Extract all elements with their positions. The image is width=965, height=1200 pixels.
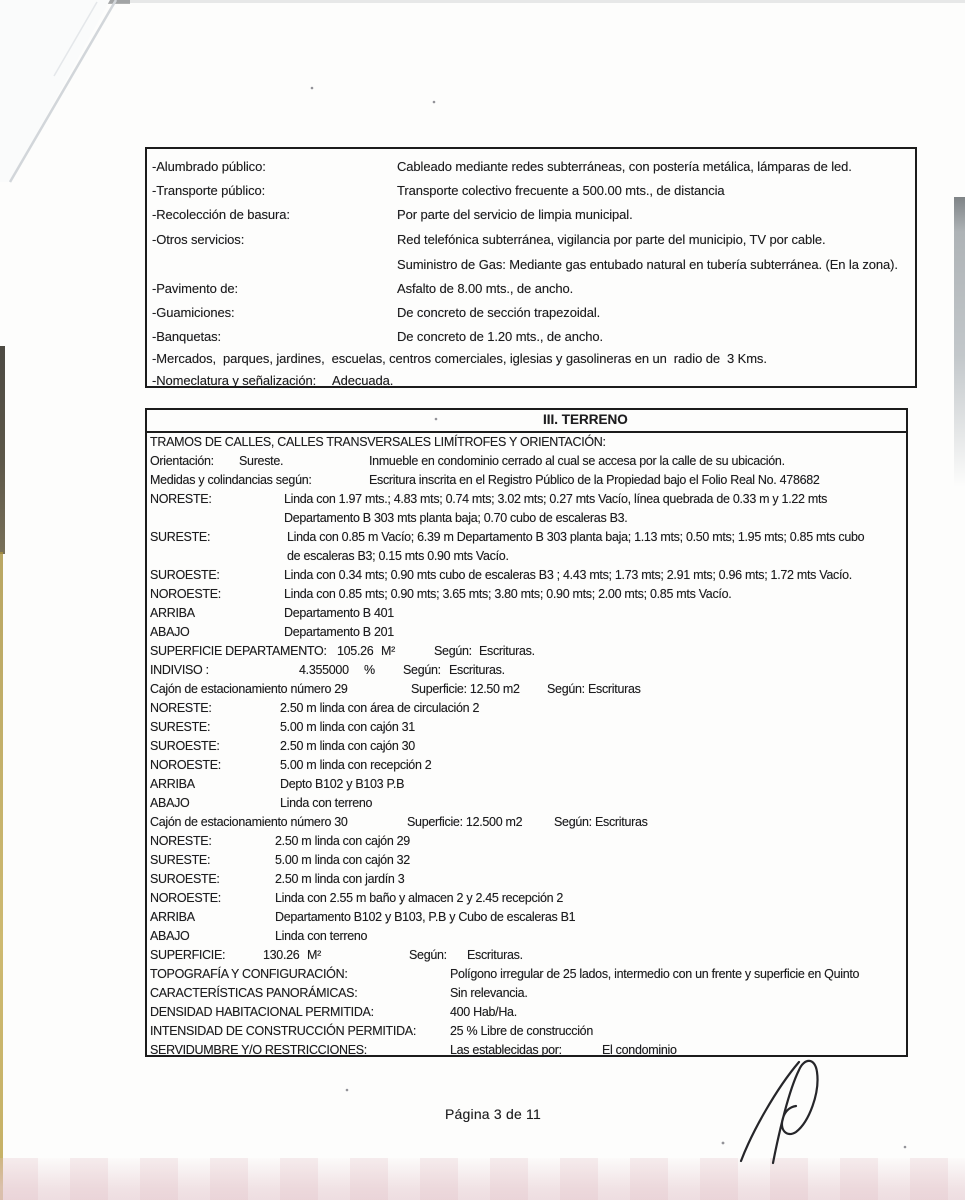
terrain-table bbox=[145, 408, 908, 1057]
scan-bottom-pink-band bbox=[0, 1158, 965, 1200]
cell-text: Linda con 1.97 mts.; 4.83 mts; 0.74 mts; 3.02 mts; 0.27 mts Vacío, línea quebrada de 0.33 m y 1.22 mts bbox=[284, 492, 828, 506]
cell-text: NOROESTE: bbox=[150, 587, 221, 601]
cell-text: Sin relevancia. bbox=[450, 986, 528, 1000]
table-row bbox=[147, 1003, 906, 1022]
cell-text: % bbox=[364, 663, 375, 677]
cell-text: CARACTERÍSTICAS PANORÁMICAS: bbox=[150, 986, 358, 1000]
cell-text: Cableado mediante redes subterráneas, con postería metálica, lámparas de led. bbox=[397, 159, 852, 174]
cell-text: Asfalto de 8.00 mts., de ancho. bbox=[397, 281, 574, 296]
cell-text: Linda con 0.85 m Vacío; 6.39 m Departamento B 303 planta baja; 1.13 mts; 0.50 mts; 1.95 mts; 0.85 mts cubo bbox=[287, 530, 865, 544]
table-row bbox=[147, 623, 906, 642]
cell-text: Linda con 0.85 mts; 0.90 mts; 3.65 mts; 3.80 mts; 0.90 mts; 2.00 mts; 0.85 mts Vacío. bbox=[284, 587, 732, 601]
table-row bbox=[147, 1041, 906, 1060]
cell-text: 2.50 m linda con cajón 29 bbox=[275, 834, 410, 848]
terrain-table-header bbox=[147, 410, 906, 433]
cell-text: Medidas y colindancias según: bbox=[150, 473, 312, 487]
scan-top-edge-smudge bbox=[0, 0, 965, 3]
terrain-rows bbox=[147, 433, 906, 1060]
cell-text: Escrituras. bbox=[449, 663, 505, 677]
cell-text: -Guamiciones: bbox=[152, 305, 235, 320]
scan-top-left-mark bbox=[0, 0, 130, 4]
table-row bbox=[147, 155, 915, 179]
cell-text: ARRIBA bbox=[150, 777, 195, 791]
cell-text: Según: bbox=[403, 663, 441, 677]
cell-text: Inmueble en condominio cerrado al cual se accesa por la calle de su ubicación. bbox=[369, 454, 785, 468]
cell-text: NORESTE: bbox=[150, 701, 212, 715]
terrain-section-title: III. TERRENO bbox=[543, 412, 628, 427]
table-row bbox=[147, 348, 915, 370]
cell-text: Depto B102 y B103 P.B bbox=[280, 777, 405, 791]
cell-text: 130.26 bbox=[263, 948, 300, 962]
table-row bbox=[147, 984, 906, 1003]
cell-text: INTENSIDAD DE CONSTRUCCIÓN PERMITIDA: bbox=[150, 1024, 417, 1038]
table-row bbox=[147, 604, 906, 623]
cell-text: 2.50 m linda con jardín 3 bbox=[275, 872, 405, 886]
table-row bbox=[147, 509, 906, 528]
cell-text: 5.00 m linda con recepción 2 bbox=[280, 758, 432, 772]
cell-text: -Nomeclatura y señalización: bbox=[152, 373, 317, 388]
table-row bbox=[147, 528, 906, 547]
table-row bbox=[147, 325, 915, 348]
cell-text: Red telefónica subterránea, vigilancia por parte del municipio, TV por cable. bbox=[397, 232, 826, 247]
cell-text: ABAJO bbox=[150, 625, 190, 639]
table-row bbox=[147, 889, 906, 908]
cell-text: 5.00 m linda con cajón 32 bbox=[275, 853, 410, 867]
cell-text: SUPERFICIE: bbox=[150, 948, 226, 962]
cell-text: Adecuada. bbox=[332, 373, 394, 388]
cell-text: Polígono irregular de 25 lados, intermedio con un frente y superficie en Quinto bbox=[450, 967, 860, 981]
cell-text: Según: bbox=[434, 644, 472, 658]
table-row bbox=[147, 452, 906, 471]
cell-text: Departamento B 201 bbox=[284, 625, 394, 639]
cell-text: Escrituras. bbox=[479, 644, 535, 658]
cell-text: 400 Hab/Ha. bbox=[450, 1005, 517, 1019]
table-row bbox=[147, 179, 915, 203]
cell-text: SURESTE: bbox=[150, 720, 211, 734]
cell-text: ABAJO bbox=[150, 929, 190, 943]
cell-text: SUROESTE: bbox=[150, 739, 220, 753]
table-row bbox=[147, 851, 906, 870]
page-number: Página 3 de 11 bbox=[445, 1106, 541, 1122]
cell-text: 105.26 bbox=[337, 644, 374, 658]
table-row bbox=[147, 370, 915, 392]
fold-line-faint-icon bbox=[54, 2, 97, 76]
table-row bbox=[147, 490, 906, 509]
cell-text: Según: Escrituras bbox=[547, 682, 641, 696]
table-row bbox=[147, 794, 906, 813]
cell-text: Escrituras. bbox=[467, 948, 523, 962]
fold-highlight bbox=[0, 0, 110, 182]
table-row bbox=[147, 585, 906, 604]
cell-text: Cajón de estacionamiento número 30 bbox=[150, 815, 348, 829]
table-row bbox=[147, 203, 915, 227]
table-row bbox=[147, 870, 906, 889]
cell-text: Superficie: 12.50 m2 bbox=[411, 682, 520, 696]
table-row bbox=[147, 433, 906, 452]
cell-text: De concreto de 1.20 mts., de ancho. bbox=[397, 329, 604, 344]
cell-text: ARRIBA bbox=[150, 910, 195, 924]
fold-line-icon bbox=[10, 0, 116, 182]
table-row bbox=[147, 813, 906, 832]
table-row bbox=[147, 566, 906, 585]
cell-text: M² bbox=[381, 644, 395, 658]
cell-text: ABAJO bbox=[150, 796, 190, 810]
cell-text: -Recolección de basura: bbox=[152, 207, 290, 222]
table-row bbox=[147, 775, 906, 794]
table-row bbox=[147, 756, 906, 775]
table-row bbox=[147, 718, 906, 737]
cell-text: -Transporte público: bbox=[152, 183, 266, 198]
table-row bbox=[147, 642, 906, 661]
cell-text: -Mercados, parques, jardines, escuelas, centros comerciales, iglesias y gasolineras en un radio de 3 Kms. bbox=[152, 351, 767, 366]
cell-text: de escaleras B3; 0.15 mts 0.90 mts Vacío. bbox=[287, 549, 509, 563]
cell-text: El condominio bbox=[602, 1043, 677, 1057]
cell-text: Según: Escrituras bbox=[554, 815, 648, 829]
cell-text: -Banquetas: bbox=[152, 329, 222, 344]
cell-text: -Otros servicios: bbox=[152, 232, 245, 247]
table-row bbox=[147, 965, 906, 984]
cell-text: Departamento B 303 mts planta baja; 0.70 cubo de escaleras B3. bbox=[284, 511, 628, 525]
table-row bbox=[147, 680, 906, 699]
cell-text: 25 % Libre de construcción bbox=[450, 1024, 593, 1038]
scan-left-yellow-strip bbox=[0, 552, 3, 1200]
cell-text: Superficie: 12.500 m2 bbox=[407, 815, 523, 829]
table-row bbox=[147, 699, 906, 718]
cell-text: 2.50 m linda con cajón 30 bbox=[280, 739, 415, 753]
cell-text: Escritura inscrita en el Registro Público de la Propiedad bajo el Folio Real No. 478682 bbox=[369, 473, 820, 487]
cell-text: SUROESTE: bbox=[150, 872, 220, 886]
table-row bbox=[147, 277, 915, 301]
table-row bbox=[147, 252, 915, 277]
table-row bbox=[147, 547, 906, 566]
table-row bbox=[147, 832, 906, 851]
cell-text: Según: bbox=[409, 948, 447, 962]
scan-left-dark-strip bbox=[0, 346, 5, 554]
cell-text: ARRIBA bbox=[150, 606, 195, 620]
cell-text: 2.50 m linda con área de circulación 2 bbox=[280, 701, 480, 715]
cell-text: SURESTE: bbox=[150, 853, 211, 867]
signature-stroke bbox=[741, 1062, 799, 1161]
cell-text: Sureste. bbox=[239, 454, 284, 468]
cell-text: Linda con 0.34 mts; 0.90 mts cubo de escaleras B3 ; 4.43 mts; 1.73 mts; 2.91 mts; 0.96 mts; 1.72 mts Vacío. bbox=[284, 568, 852, 582]
table-row bbox=[147, 1022, 906, 1041]
cell-text: SUROESTE: bbox=[150, 568, 220, 582]
table-row bbox=[147, 908, 906, 927]
cell-text: Linda con 2.55 m baño y almacen 2 y 2.45 recepción 2 bbox=[275, 891, 564, 905]
table-row bbox=[147, 927, 906, 946]
cell-text: SUPERFICIE DEPARTAMENTO: bbox=[150, 644, 327, 658]
cell-text: Transporte colectivo frecuente a 500.00 mts., de distancia bbox=[397, 183, 725, 198]
cell-text: 5.00 m linda con cajón 31 bbox=[280, 720, 415, 734]
cell-text: Linda con terreno bbox=[275, 929, 368, 943]
cell-text: Orientación: bbox=[150, 454, 214, 468]
signature-loop bbox=[773, 1061, 817, 1163]
cell-text: NORESTE: bbox=[150, 834, 212, 848]
cell-text: Linda con terreno bbox=[280, 796, 373, 810]
cell-text: Las establecidas por: bbox=[450, 1043, 562, 1057]
cell-text: -Pavimento de: bbox=[152, 281, 239, 296]
table-row bbox=[147, 737, 906, 756]
cell-text: NOROESTE: bbox=[150, 891, 221, 905]
cell-text: Suministro de Gas: Mediante gas entubado natural en tubería subterránea. (En la zona). bbox=[397, 257, 898, 272]
cell-text: Departamento B102 y B103, P.B y Cubo de escaleras B1 bbox=[275, 910, 576, 924]
services-table bbox=[145, 147, 917, 388]
table-row bbox=[147, 946, 906, 965]
table-row bbox=[147, 471, 906, 490]
cell-text: Departamento B 401 bbox=[284, 606, 394, 620]
table-row bbox=[147, 661, 906, 680]
table-row bbox=[147, 227, 915, 252]
cell-text: DENSIDAD HABITACIONAL PERMITIDA: bbox=[150, 1005, 374, 1019]
cell-text: INDIVISO : bbox=[150, 663, 209, 677]
cell-text: NOROESTE: bbox=[150, 758, 221, 772]
cell-text: Por parte del servicio de limpia municipal. bbox=[397, 207, 633, 222]
cell-text: Cajón de estacionamiento número 29 bbox=[150, 682, 348, 696]
table-row bbox=[147, 301, 915, 325]
cell-text: NORESTE: bbox=[150, 492, 212, 506]
cell-text: TRAMOS DE CALLES, CALLES TRANSVERSALES LIMÍTROFES Y ORIENTACIÓN: bbox=[150, 435, 606, 449]
cell-text: 4.355000 bbox=[299, 663, 349, 677]
cell-text: M² bbox=[307, 948, 321, 962]
scan-right-gray-strip bbox=[954, 197, 965, 487]
cell-text: TOPOGRAFÍA Y CONFIGURACIÓN: bbox=[150, 967, 348, 981]
cell-text: SURESTE: bbox=[150, 530, 211, 544]
cell-text: SERVIDUMBRE Y/O RESTRICCIONES: bbox=[150, 1043, 367, 1057]
cell-text: De concreto de sección trapezoidal. bbox=[397, 305, 601, 320]
cell-text: -Alumbrado público: bbox=[152, 159, 266, 174]
